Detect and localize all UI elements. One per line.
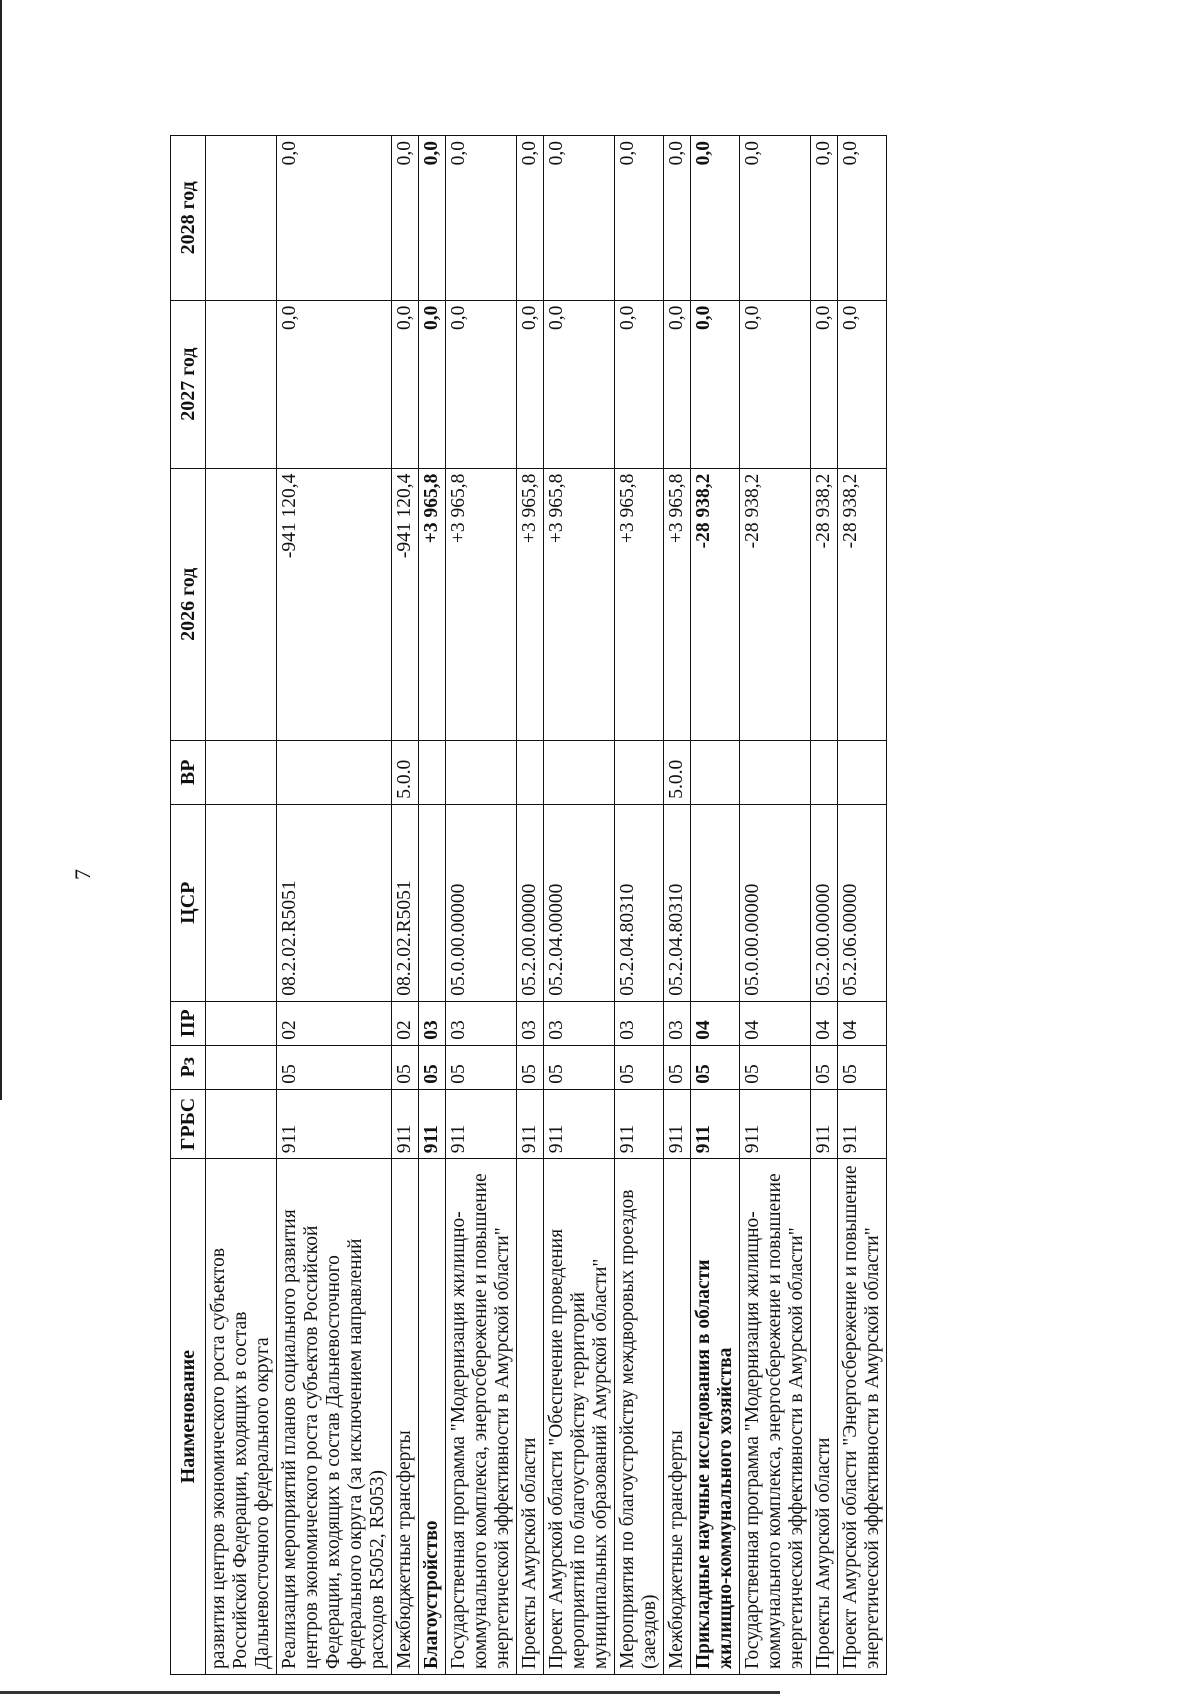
- cell-csr: [419, 804, 446, 1001]
- cell-csr: 08.2.02.R5051: [392, 804, 419, 1001]
- cell-pr: 03: [544, 1001, 615, 1045]
- cell-2026: -28 938,2: [740, 468, 811, 740]
- cell-grbs: 911: [277, 1089, 392, 1159]
- cell-vr: [277, 740, 392, 804]
- cell-csr: [691, 804, 740, 1001]
- cell-2028: 0,0: [811, 136, 838, 301]
- cell-rz: 05: [838, 1045, 887, 1089]
- cell-pr: 02: [277, 1001, 392, 1045]
- table-row: [544, 136, 615, 1675]
- cell-name: Государственная программа "Модернизация жилищно-коммунального комплекса, энергосбережение и повышение энергетической эффективности в Амурской области": [446, 1159, 517, 1675]
- cell-vr: [517, 740, 544, 804]
- cell-pr: 03: [615, 1001, 664, 1045]
- header-rz: Рз: [171, 1045, 206, 1089]
- cell-vr: [544, 740, 615, 804]
- header-csr: ЦСР: [171, 804, 206, 1001]
- cell-name: развития центров экономического роста субъектов Российской Федерации, входящих в состав Дальневосточного федерального округа: [206, 1159, 277, 1675]
- cell-2028: 0,0: [277, 136, 392, 301]
- cell-2026: +3 965,8: [544, 468, 615, 740]
- cell-pr: 02: [392, 1001, 419, 1045]
- cell-name: Прикладные научные исследования в области жилищно-коммунального хозяйства: [691, 1159, 740, 1675]
- cell-rz: [206, 1045, 277, 1089]
- table-row: [392, 136, 419, 1675]
- cell-name: Проекты Амурской области: [811, 1159, 838, 1675]
- cell-2026: -28 938,2: [811, 468, 838, 740]
- cell-2028: 0,0: [740, 136, 811, 301]
- cell-grbs: 911: [691, 1089, 740, 1159]
- cell-rz: 05: [446, 1045, 517, 1089]
- cell-grbs: 911: [544, 1089, 615, 1159]
- header-vr: ВР: [171, 740, 206, 804]
- cell-pr: 04: [691, 1001, 740, 1045]
- header-2027: 2027 год: [171, 300, 206, 468]
- cell-name: Государственная программа "Модернизация жилищно-коммунального комплекса, энергосбережение и повышение энергетической эффективности в Амурской области": [740, 1159, 811, 1675]
- cell-name: Межбюджетные трансферты: [664, 1159, 691, 1675]
- cell-csr: 08.2.02.R5051: [277, 804, 392, 1001]
- cell-name: Реализация мероприятий планов социального развития центров экономического роста субъектов Российской Федерации, входящих в состав Дальневосточного федерального округа (за исключением направлений расходов R5052, R5053): [277, 1159, 392, 1675]
- cell-name: Межбюджетные трансферты: [392, 1159, 419, 1675]
- cell-rz: 05: [517, 1045, 544, 1089]
- cell-2028: 0,0: [615, 136, 664, 301]
- cell-csr: 05.2.00.00000: [811, 804, 838, 1001]
- header-2026: 2026 год: [171, 468, 206, 740]
- cell-2028: 0,0: [664, 136, 691, 301]
- cell-vr: [838, 740, 887, 804]
- cell-2028: 0,0: [392, 136, 419, 301]
- cell-2026: -941 120,4: [392, 468, 419, 740]
- cell-2027: 0,0: [615, 300, 664, 468]
- cell-csr: 05.2.04.00000: [544, 804, 615, 1001]
- cell-vr: [615, 740, 664, 804]
- table-row: [740, 136, 811, 1675]
- cell-grbs: 911: [615, 1089, 664, 1159]
- cell-rz: 05: [277, 1045, 392, 1089]
- table-row: [838, 136, 887, 1675]
- cell-vr: 5.0.0: [392, 740, 419, 804]
- cell-2028: 0,0: [517, 136, 544, 301]
- cell-name: Проект Амурской области "Обеспечение проведения мероприятий по благоустройству территорий муниципальных образований Амурской области": [544, 1159, 615, 1675]
- cell-csr: 05.0.00.00000: [446, 804, 517, 1001]
- cell-grbs: 911: [392, 1089, 419, 1159]
- cell-2027: 0,0: [392, 300, 419, 468]
- cell-2027: 0,0: [740, 300, 811, 468]
- cell-rz: 05: [664, 1045, 691, 1089]
- cell-csr: 05.2.06.00000: [838, 804, 887, 1001]
- cell-2027: 0,0: [691, 300, 740, 468]
- cell-vr: 5.0.0: [664, 740, 691, 804]
- cell-2028: 0,0: [544, 136, 615, 301]
- cell-2027: 0,0: [277, 300, 392, 468]
- cell-2027: 0,0: [838, 300, 887, 468]
- cell-2028: 0,0: [446, 136, 517, 301]
- budget-table: [170, 135, 887, 1675]
- cell-rz: 05: [740, 1045, 811, 1089]
- cell-2026: +3 965,8: [419, 468, 446, 740]
- cell-vr: [740, 740, 811, 804]
- cell-2027: 0,0: [517, 300, 544, 468]
- table-row: [206, 136, 277, 1675]
- cell-2026: +3 965,8: [517, 468, 544, 740]
- cell-vr: [206, 740, 277, 804]
- cell-vr: [419, 740, 446, 804]
- cell-grbs: 911: [838, 1089, 887, 1159]
- cell-pr: [206, 1001, 277, 1045]
- table-row: [691, 136, 740, 1675]
- header-name: Наименование: [171, 1159, 206, 1675]
- table-row: [277, 136, 392, 1675]
- cell-pr: 03: [419, 1001, 446, 1045]
- cell-vr: [691, 740, 740, 804]
- cell-csr: 05.2.04.80310: [664, 804, 691, 1001]
- cell-grbs: 911: [446, 1089, 517, 1159]
- cell-pr: 03: [517, 1001, 544, 1045]
- cell-pr: 04: [740, 1001, 811, 1045]
- cell-vr: [811, 740, 838, 804]
- cell-rz: 05: [392, 1045, 419, 1089]
- cell-2028: 0,0: [838, 136, 887, 301]
- cell-2026: -941 120,4: [277, 468, 392, 740]
- header-pr: ПР: [171, 1001, 206, 1045]
- cell-2026: +3 965,8: [664, 468, 691, 740]
- cell-grbs: 911: [517, 1089, 544, 1159]
- cell-2026: -28 938,2: [838, 468, 887, 740]
- cell-2026: +3 965,8: [615, 468, 664, 740]
- cell-rz: 05: [419, 1045, 446, 1089]
- table-row: [615, 136, 664, 1675]
- table-body: [206, 136, 887, 1675]
- table-header-row: [171, 136, 206, 1675]
- cell-rz: 05: [811, 1045, 838, 1089]
- cell-2027: 0,0: [446, 300, 517, 468]
- rotated-page-content: [170, 135, 1050, 1675]
- cell-csr: 05.0.00.00000: [740, 804, 811, 1001]
- cell-2027: [206, 300, 277, 468]
- cell-grbs: 911: [419, 1089, 446, 1159]
- cell-grbs: [206, 1089, 277, 1159]
- cell-vr: [446, 740, 517, 804]
- cell-2028: 0,0: [691, 136, 740, 301]
- header-grbs: ГРБС: [171, 1089, 206, 1159]
- table-row: [446, 136, 517, 1675]
- cell-csr: 05.2.00.00000: [517, 804, 544, 1001]
- cell-name: Мероприятия по благоустройству междворовых проездов (заездов): [615, 1159, 664, 1675]
- cell-grbs: 911: [740, 1089, 811, 1159]
- cell-name: Проект Амурской области "Энергосбережение и повышение энергетической эффективности в Амурской области": [838, 1159, 887, 1675]
- scan-edge-bottom: [0, 1691, 780, 1694]
- cell-pr: 04: [838, 1001, 887, 1045]
- cell-pr: 03: [446, 1001, 517, 1045]
- cell-csr: 05.2.04.80310: [615, 804, 664, 1001]
- table-row: [419, 136, 446, 1675]
- cell-pr: 03: [664, 1001, 691, 1045]
- cell-2027: 0,0: [811, 300, 838, 468]
- cell-rz: 05: [691, 1045, 740, 1089]
- cell-2028: [206, 136, 277, 301]
- cell-2026: -28 938,2: [691, 468, 740, 740]
- table-row: [811, 136, 838, 1675]
- cell-2027: 0,0: [664, 300, 691, 468]
- scan-edge-left: [0, 0, 2, 1100]
- cell-2028: 0,0: [419, 136, 446, 301]
- cell-name: Проекты Амурской области: [517, 1159, 544, 1675]
- table-row: [517, 136, 544, 1675]
- cell-grbs: 911: [664, 1089, 691, 1159]
- table-row: [664, 136, 691, 1675]
- cell-pr: 04: [811, 1001, 838, 1045]
- cell-2027: 0,0: [544, 300, 615, 468]
- cell-rz: 05: [544, 1045, 615, 1089]
- cell-csr: [206, 804, 277, 1001]
- cell-2026: +3 965,8: [446, 468, 517, 740]
- header-2028: 2028 год: [171, 136, 206, 301]
- page-number: 7: [70, 869, 95, 880]
- cell-2027: 0,0: [419, 300, 446, 468]
- cell-2026: [206, 468, 277, 740]
- cell-name: Благоустройство: [419, 1159, 446, 1675]
- cell-rz: 05: [615, 1045, 664, 1089]
- cell-grbs: 911: [811, 1089, 838, 1159]
